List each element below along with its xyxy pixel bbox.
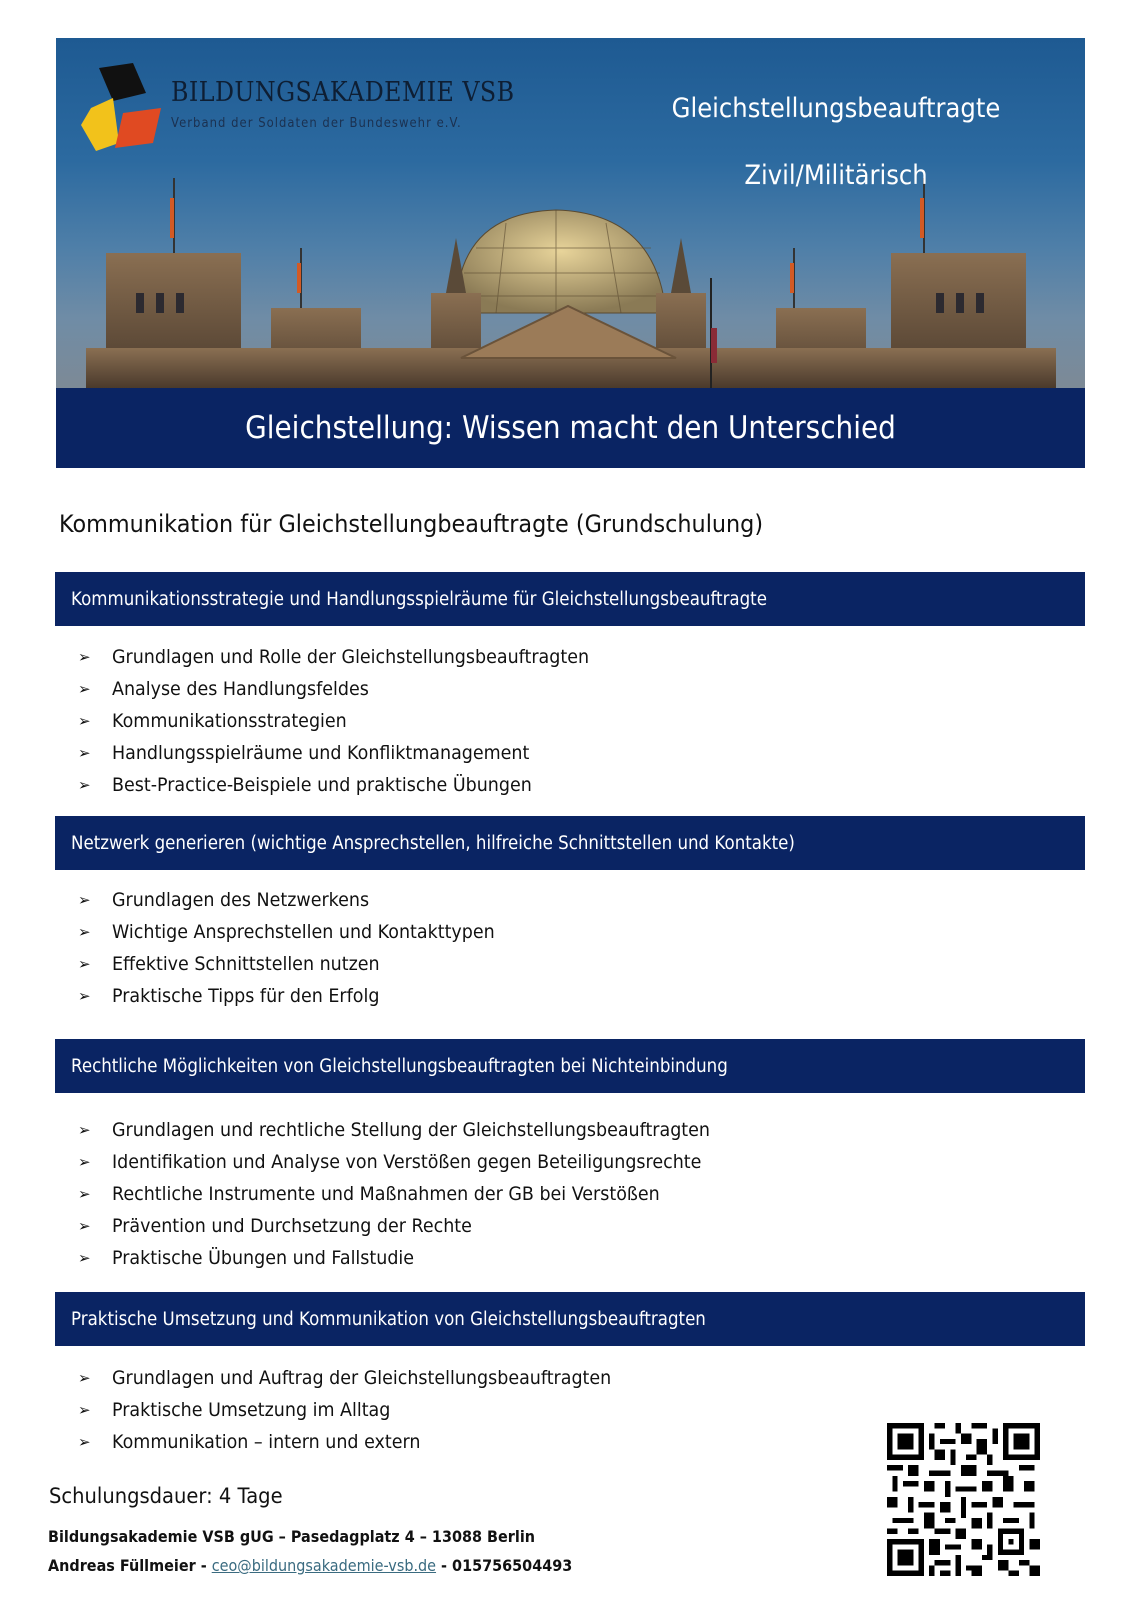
section-heading: Netzwerk generieren (wichtige Ansprechstellen, hilfreiche Schnittstellen und Kontakte) — [71, 832, 795, 854]
arrow-bullet-icon: ➢ — [78, 776, 91, 794]
arrow-bullet-icon: ➢ — [78, 1217, 91, 1235]
section-heading: Praktische Umsetzung und Kommunikation von Gleichstellungsbeauftragten — [71, 1308, 706, 1330]
logo-title: BILDUNGSAKADEMIE VSB — [171, 77, 515, 108]
list-item: ➢ Handlungsspielräume und Konfliktmanagement — [78, 742, 530, 764]
section-heading: Kommunikationsstrategie und Handlungsspielräume für Gleichstellungsbeauftragte — [71, 588, 767, 610]
list-item: ➢ Praktische Tipps für den Erfolg — [78, 985, 380, 1007]
section-heading: Rechtliche Möglichkeiten von Gleichstellungsbeauftragten bei Nichteinbindung — [71, 1055, 728, 1077]
arrow-bullet-icon: ➢ — [78, 891, 91, 909]
section-header-1 — [55, 572, 1085, 626]
hero-banner — [56, 38, 1085, 388]
email-link[interactable]: ceo@bildungsakademie-vsb.de — [211, 1556, 437, 1575]
phone-number: - 015756504493 — [436, 1556, 573, 1575]
section-list-1 — [78, 641, 631, 801]
academy-logo — [71, 63, 551, 153]
arrow-bullet-icon: ➢ — [78, 648, 91, 666]
hero-subtitle: Zivil/Militärisch — [744, 160, 928, 191]
reichstag-image — [56, 178, 1085, 388]
contact-name: Andreas Füllmeier - — [48, 1556, 212, 1575]
list-item: ➢ Wichtige Ansprechstellen und Kontakttypen — [78, 921, 495, 943]
books-logo-icon — [71, 63, 166, 153]
list-item: ➢ Grundlagen und Rolle der Gleichstellungsbeauftragten — [78, 646, 590, 668]
arrow-bullet-icon: ➢ — [78, 1153, 91, 1171]
arrow-bullet-icon: ➢ — [78, 923, 91, 941]
arrow-bullet-icon: ➢ — [78, 1249, 91, 1267]
logo-subtitle: Verband der Soldaten der Bundeswehr e.V. — [171, 115, 462, 131]
training-duration: Schulungsdauer: 4 Tage — [49, 1484, 283, 1508]
arrow-bullet-icon: ➢ — [78, 987, 91, 1005]
arrow-bullet-icon: ➢ — [78, 1369, 91, 1387]
arrow-bullet-icon: ➢ — [78, 744, 91, 762]
tagline-bar — [56, 388, 1085, 468]
list-item: ➢ Analyse des Handlungsfeldes — [78, 678, 369, 700]
arrow-bullet-icon: ➢ — [78, 712, 91, 730]
section-list-3 — [78, 1114, 762, 1274]
hero-title: Gleichstellungsbeauftragte — [671, 93, 1001, 124]
qr-code[interactable] — [887, 1423, 1040, 1576]
list-item: ➢ Kommunikationsstrategien — [78, 710, 347, 732]
arrow-bullet-icon: ➢ — [78, 680, 91, 698]
list-item: ➢ Grundlagen des Netzwerkens — [78, 889, 370, 911]
section-list-4 — [78, 1362, 655, 1458]
list-item: ➢ Kommunikation – intern und extern — [78, 1431, 421, 1453]
course-title: Kommunikation für Gleichstellungbeauftragte (Grundschulung) — [59, 510, 764, 538]
list-item: ➢ Grundlagen und rechtliche Stellung der Gleichstellungsbeauftragten — [78, 1119, 710, 1141]
section-header-2 — [55, 816, 1085, 870]
tagline-text: Gleichstellung: Wissen macht den Unterschied — [245, 410, 896, 446]
list-item: ➢ Identifikation und Analyse von Verstößen gegen Beteiligungsrechte — [78, 1151, 702, 1173]
list-item: ➢ Praktische Übungen und Fallstudie — [78, 1247, 415, 1269]
list-item: ➢ Prävention und Durchsetzung der Rechte — [78, 1215, 472, 1237]
address-line: Bildungsakademie VSB gUG – Pasedagplatz 4 – 13088 Berlin — [48, 1527, 536, 1546]
list-item: ➢ Rechtliche Instrumente und Maßnahmen der GB bei Verstößen — [78, 1183, 660, 1205]
arrow-bullet-icon: ➢ — [78, 1433, 91, 1451]
arrow-bullet-icon: ➢ — [78, 955, 91, 973]
arrow-bullet-icon: ➢ — [78, 1401, 91, 1419]
arrow-bullet-icon: ➢ — [78, 1185, 91, 1203]
list-item: ➢ Praktische Umsetzung im Alltag — [78, 1399, 391, 1421]
list-item: ➢ Effektive Schnittstellen nutzen — [78, 953, 380, 975]
section-header-3 — [55, 1039, 1085, 1093]
section-header-4 — [55, 1292, 1085, 1346]
contact-line — [48, 1556, 572, 1575]
list-item: ➢ Grundlagen und Auftrag der Gleichstellungsbeauftragten — [78, 1367, 612, 1389]
arrow-bullet-icon: ➢ — [78, 1121, 91, 1139]
section-list-2 — [78, 884, 528, 1012]
list-item: ➢ Best-Practice-Beispiele und praktische Übungen — [78, 774, 532, 796]
